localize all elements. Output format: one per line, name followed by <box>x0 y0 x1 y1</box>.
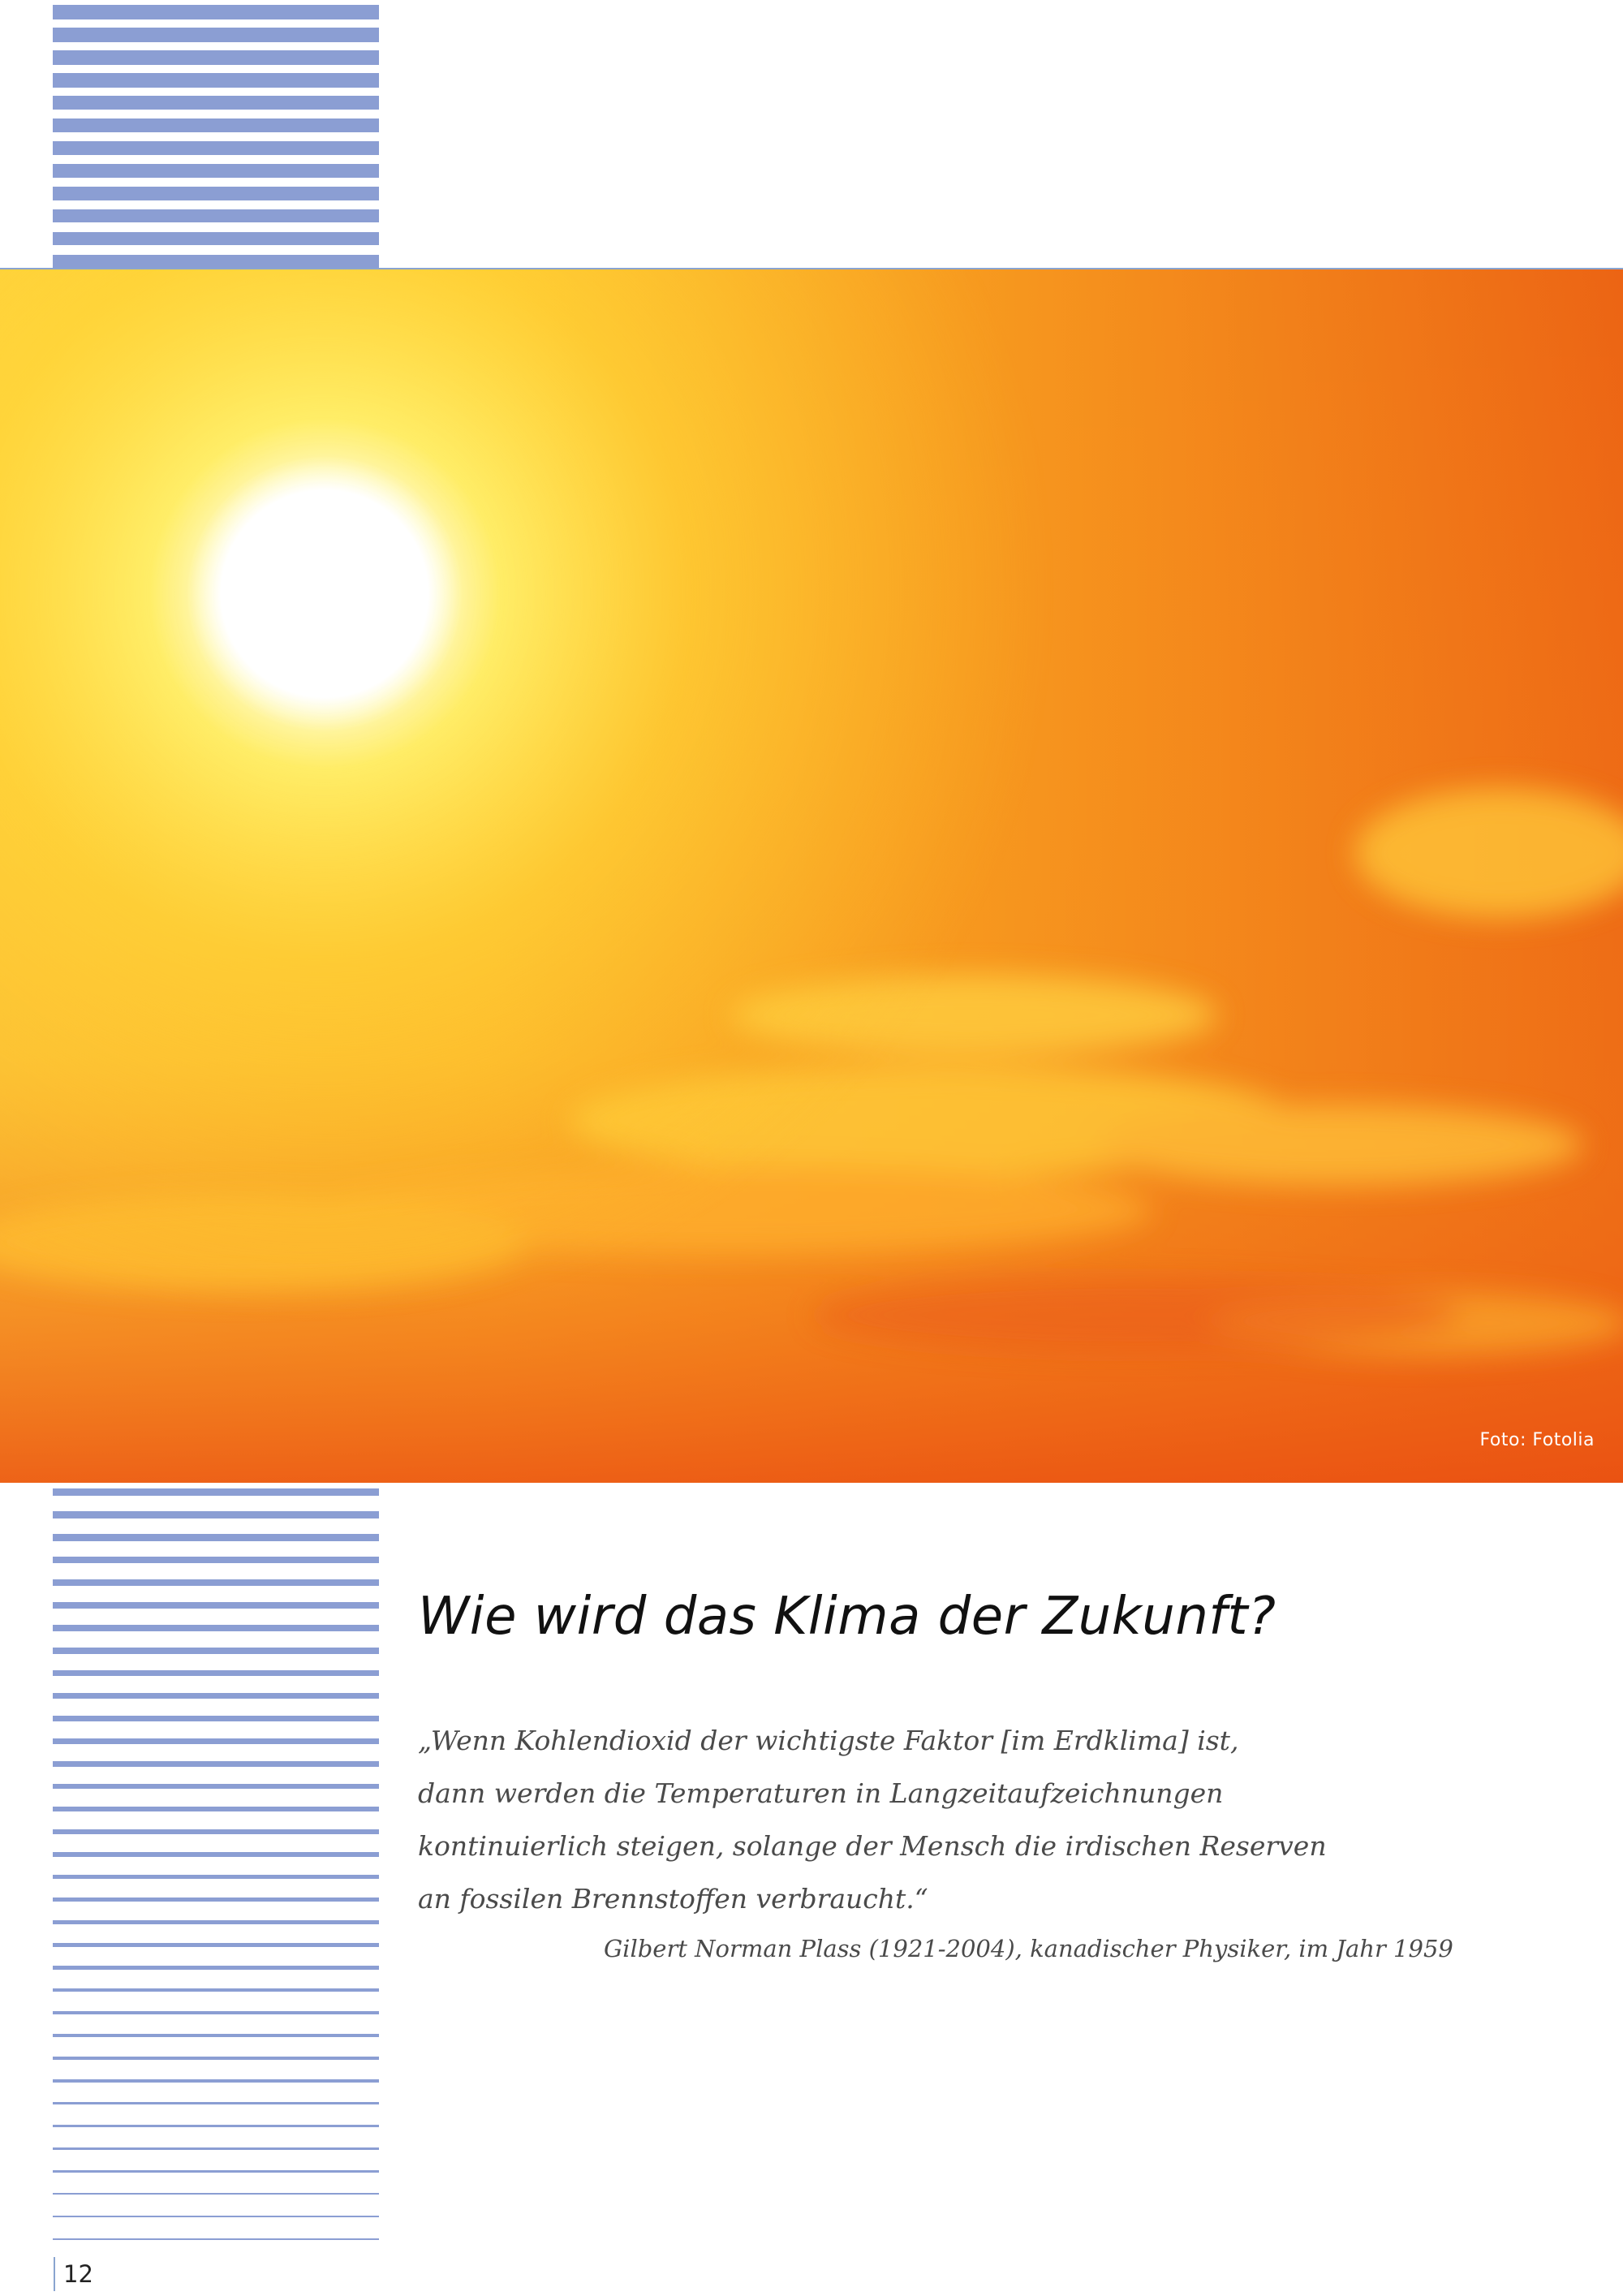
decorative-stripe <box>53 187 379 200</box>
decorative-stripe <box>53 5 379 19</box>
decorative-stripe <box>53 2125 379 2127</box>
quote-attribution: Gilbert Norman Plass (1921-2004), kanadischer Physiker, im Jahr 1959 <box>604 1935 1453 1962</box>
quote-line: dann werden die Temperaturen in Langzeitaufzeichnungen <box>418 1777 1224 1809</box>
decorative-stripe <box>53 1761 379 1767</box>
decorative-stripe <box>53 2011 379 2014</box>
hero-photo <box>0 268 1623 1483</box>
decorative-stripe <box>53 2238 379 2240</box>
decorative-stripe <box>53 1875 379 1879</box>
decorative-stripe <box>53 1852 379 1857</box>
decorative-stripe <box>53 73 379 88</box>
decorative-stripe <box>53 1943 379 1947</box>
decorative-stripes-top <box>53 0 379 268</box>
decorative-stripe <box>53 1534 379 1541</box>
decorative-stripe <box>53 2034 379 2037</box>
decorative-stripe <box>53 1670 379 1676</box>
decorative-stripe <box>53 164 379 178</box>
quote <box>418 1714 1327 1925</box>
decorative-stripe <box>53 2193 379 2195</box>
sun-sky-photo-icon <box>0 269 1623 1483</box>
decorative-stripe <box>53 232 379 245</box>
decorative-stripe <box>53 209 379 222</box>
decorative-stripe <box>53 1648 379 1654</box>
decorative-stripe <box>53 1511 379 1518</box>
decorative-stripe <box>53 1693 379 1699</box>
decorative-stripe <box>53 1988 379 1992</box>
decorative-stripe <box>53 1488 379 1496</box>
decorative-stripe <box>53 1920 379 1924</box>
decorative-stripe <box>53 1738 379 1744</box>
quote-line: „Wenn Kohlendioxid der wichtigste Faktor [im Erdklima] ist, <box>418 1725 1239 1756</box>
photo-credit: Foto: Fotolia <box>1479 1430 1595 1450</box>
decorative-stripe <box>53 96 379 110</box>
decorative-stripe <box>53 118 379 132</box>
page-title: Wie wird das Klima der Zukunft? <box>418 1587 1276 1647</box>
decorative-stripe <box>53 1625 379 1631</box>
page-number: 12 <box>54 2257 93 2291</box>
decorative-stripes-bottom <box>53 1484 379 2246</box>
decorative-stripe <box>53 2102 379 2104</box>
decorative-stripe <box>53 1898 379 1902</box>
quote-line: an fossilen Brennstoffen verbraucht.“ <box>418 1883 928 1915</box>
decorative-stripe <box>53 1557 379 1563</box>
decorative-stripe <box>53 1829 379 1834</box>
decorative-stripe <box>53 50 379 65</box>
decorative-stripe <box>53 2170 379 2173</box>
decorative-stripe <box>53 1602 379 1609</box>
decorative-stripe <box>53 1716 379 1721</box>
decorative-stripe <box>53 1966 379 1970</box>
decorative-stripe <box>53 1784 379 1789</box>
decorative-stripe <box>53 28 379 42</box>
quote-line: kontinuierlich steigen, solange der Mensch die irdischen Reserven <box>418 1830 1327 1862</box>
decorative-stripe <box>53 255 379 268</box>
decorative-stripe <box>53 2216 379 2217</box>
decorative-stripe <box>53 2057 379 2060</box>
decorative-stripe <box>53 1807 379 1811</box>
decorative-stripe <box>53 141 379 155</box>
decorative-stripe <box>53 2147 379 2150</box>
decorative-stripe <box>53 1579 379 1586</box>
decorative-stripe <box>53 2079 379 2083</box>
